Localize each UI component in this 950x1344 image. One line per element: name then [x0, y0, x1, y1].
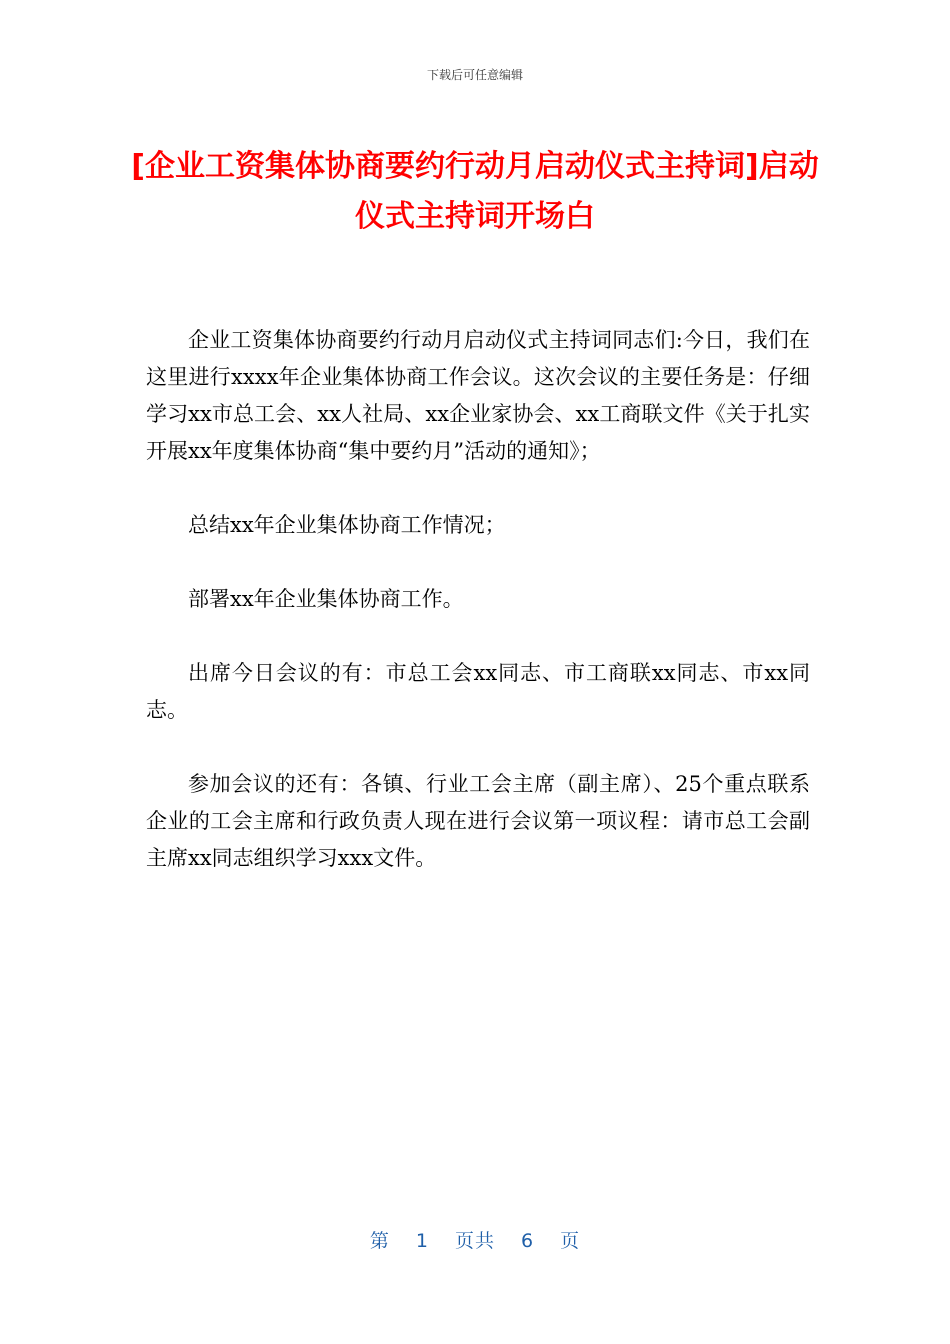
paragraph-1: 企业工资集体协商要约行动月启动仪式主持词同志们:今日，我们在这里进行xxxx年企业集体协商工作会议。这次会议的主要任务是：仔细学习xx市总工会、xx人社局、xx企业家协会、xx工商联文件《关于扎实开展xx年度集体协商“集中要约月”活动的通知》；: [146, 328, 810, 463]
page-footer: [0, 1226, 950, 1253]
document-body: [146, 322, 810, 914]
header-note: 下载后可任意编辑: [426, 68, 523, 82]
paragraph-2: 总结xx年企业集体协商工作情况；: [188, 513, 506, 537]
footer-prefix: 第: [369, 1230, 390, 1252]
footer-suffix: 页: [560, 1230, 581, 1252]
footer-total-pages: 6: [521, 1230, 535, 1252]
footer-page-number: 1: [415, 1230, 429, 1252]
paragraph-4: 出席今日会议的有：市总工会xx同志、市工商联xx同志、市xx同志。: [146, 661, 810, 722]
paragraph-5: 参加会议的还有：各镇、行业工会主席（副主席）、25个重点联系企业的工会主席和行政负责人现在进行会议第一项议程：请市总工会副主席xx同志组织学习xxx文件。: [146, 772, 810, 870]
paragraph-3: 部署xx年企业集体协商工作。: [188, 587, 464, 611]
footer-middle: 页共: [454, 1230, 495, 1252]
document-title: [企业工资集体协商要约行动月启动仪式主持词]启动仪式主持词开场白: [131, 149, 819, 234]
